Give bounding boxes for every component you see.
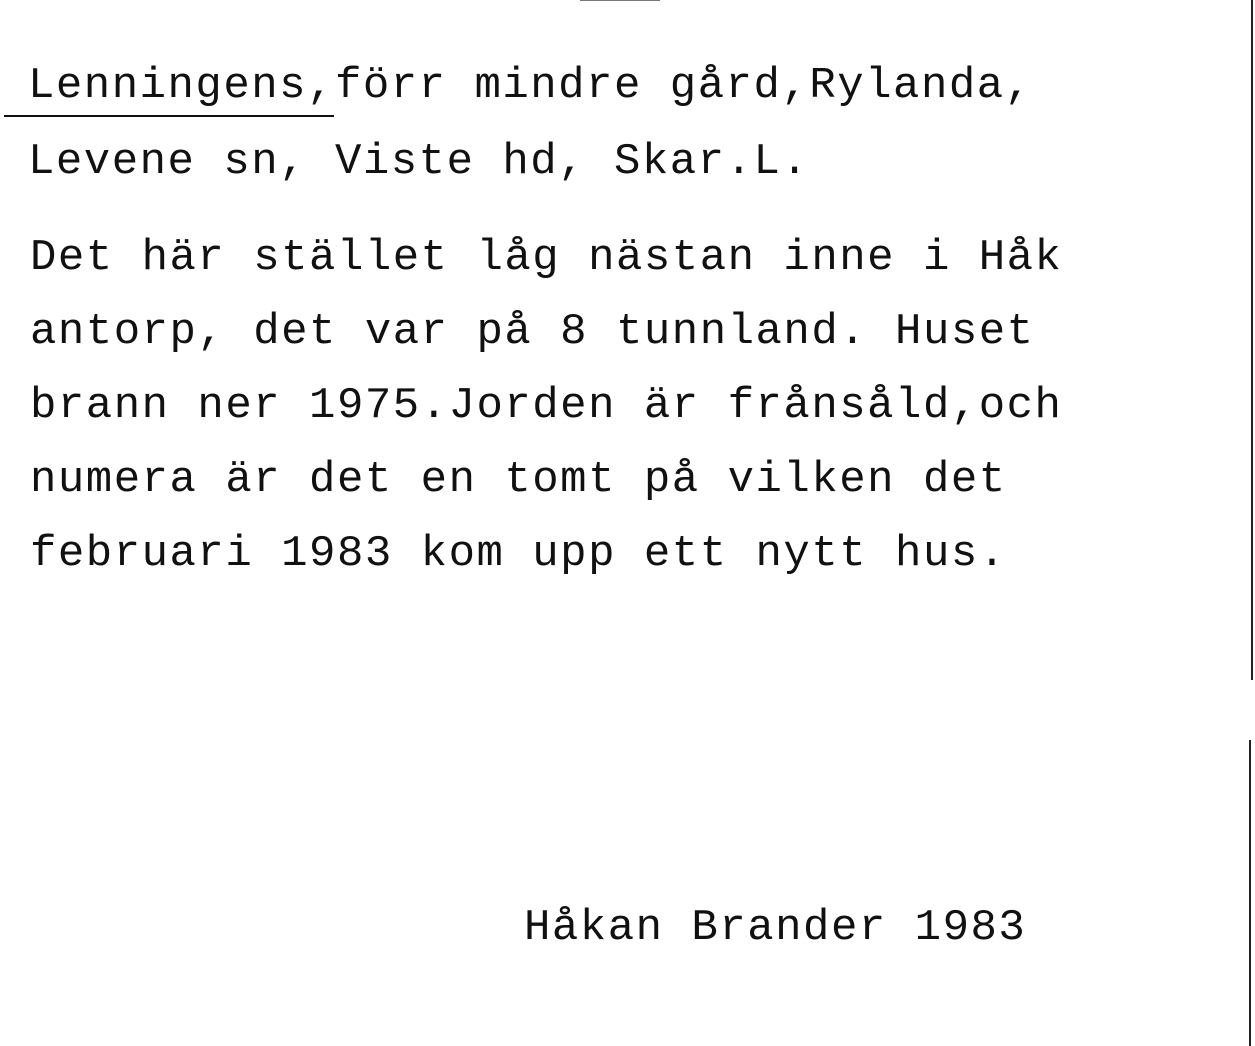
scan-edge-right-lower bbox=[1249, 740, 1251, 1046]
card-heading-line-2: Levene sn, Viste hd, Skar.L. bbox=[28, 137, 810, 187]
card-body-line-2: antorp, det var på 8 tunnland. Huset bbox=[30, 307, 1035, 357]
card-body-line-1: Det här stället låg nästan inne i Håk bbox=[30, 233, 1063, 283]
card-signature: Håkan Brander 1983 bbox=[524, 903, 1027, 953]
card-body-line-3: brann ner 1975.Jorden är frånsåld,och bbox=[30, 381, 1063, 431]
scan-edge-right bbox=[1251, 0, 1253, 680]
card-heading-line-1: Lenningens,förr mindre gård,Rylanda, bbox=[28, 61, 1033, 111]
title-underline bbox=[4, 115, 334, 117]
scan-edge-top bbox=[580, 0, 660, 1]
card-body-line-4: numera är det en tomt på vilken det bbox=[30, 455, 1007, 505]
card-body-line-5: februari 1983 kom upp ett nytt hus. bbox=[30, 529, 1007, 579]
